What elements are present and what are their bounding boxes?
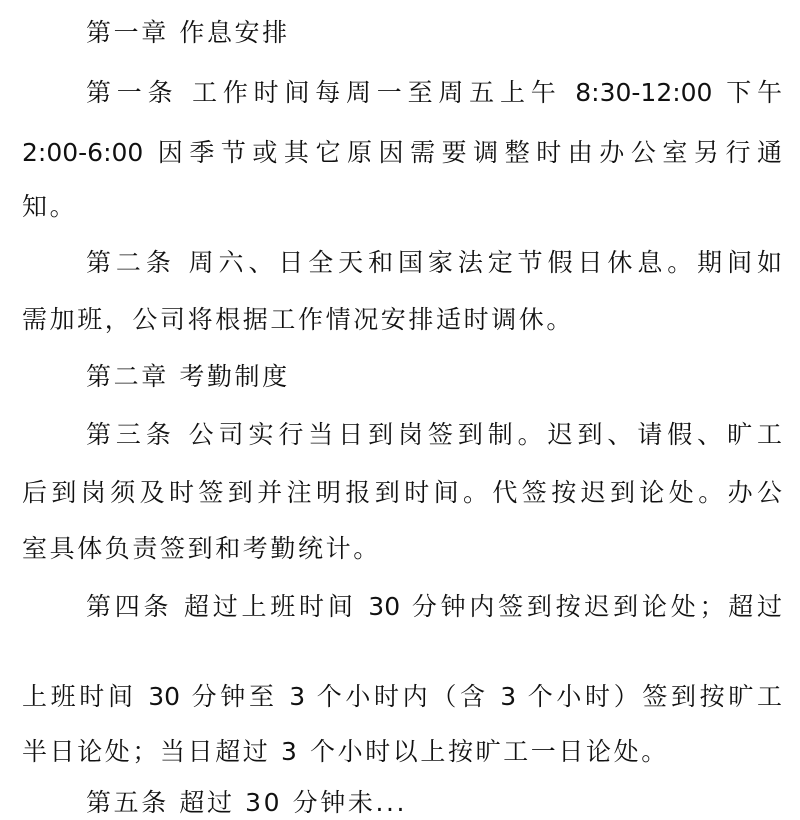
article-1-line-3: 知。	[22, 192, 78, 221]
article-4-line-2: 上班时间 30 分钟至 3 个小时内（含 3 个小时）签到按旷工	[22, 682, 782, 711]
chapter-1-heading: 第一章 作息安排	[86, 18, 290, 47]
article-1-line-2: 2:00-6:00 因季节或其它原因需要调整时由办公室另行通	[22, 138, 782, 167]
article-4-line-1: 第四条 超过上班时间 30 分钟内签到按迟到论处；超过	[86, 592, 782, 621]
article-3-line-1: 第三条 公司实行当日到岗签到制。迟到、请假、旷工	[86, 420, 782, 449]
article-5-partial-line: 第五条 超过 30 分钟未...	[86, 788, 408, 817]
article-2-line-2: 需加班，公司将根据工作情况安排适时调休。	[22, 305, 575, 334]
chapter-2-heading: 第二章 考勤制度	[86, 362, 290, 391]
article-2-line-1: 第二条 周六、日全天和国家法定节假日休息。期间如	[86, 248, 782, 277]
article-3-line-2: 后到岗须及时签到并注明报到时间。代签按迟到论处。办公	[22, 478, 782, 507]
article-1-line-1: 第一条 工作时间每周一至周五上午 8:30-12:00 下午	[86, 78, 782, 107]
article-4-line-3: 半日论处；当日超过 3 个小时以上按旷工一日论处。	[22, 737, 669, 766]
article-3-line-3: 室具体负责签到和考勤统计。	[22, 534, 381, 563]
